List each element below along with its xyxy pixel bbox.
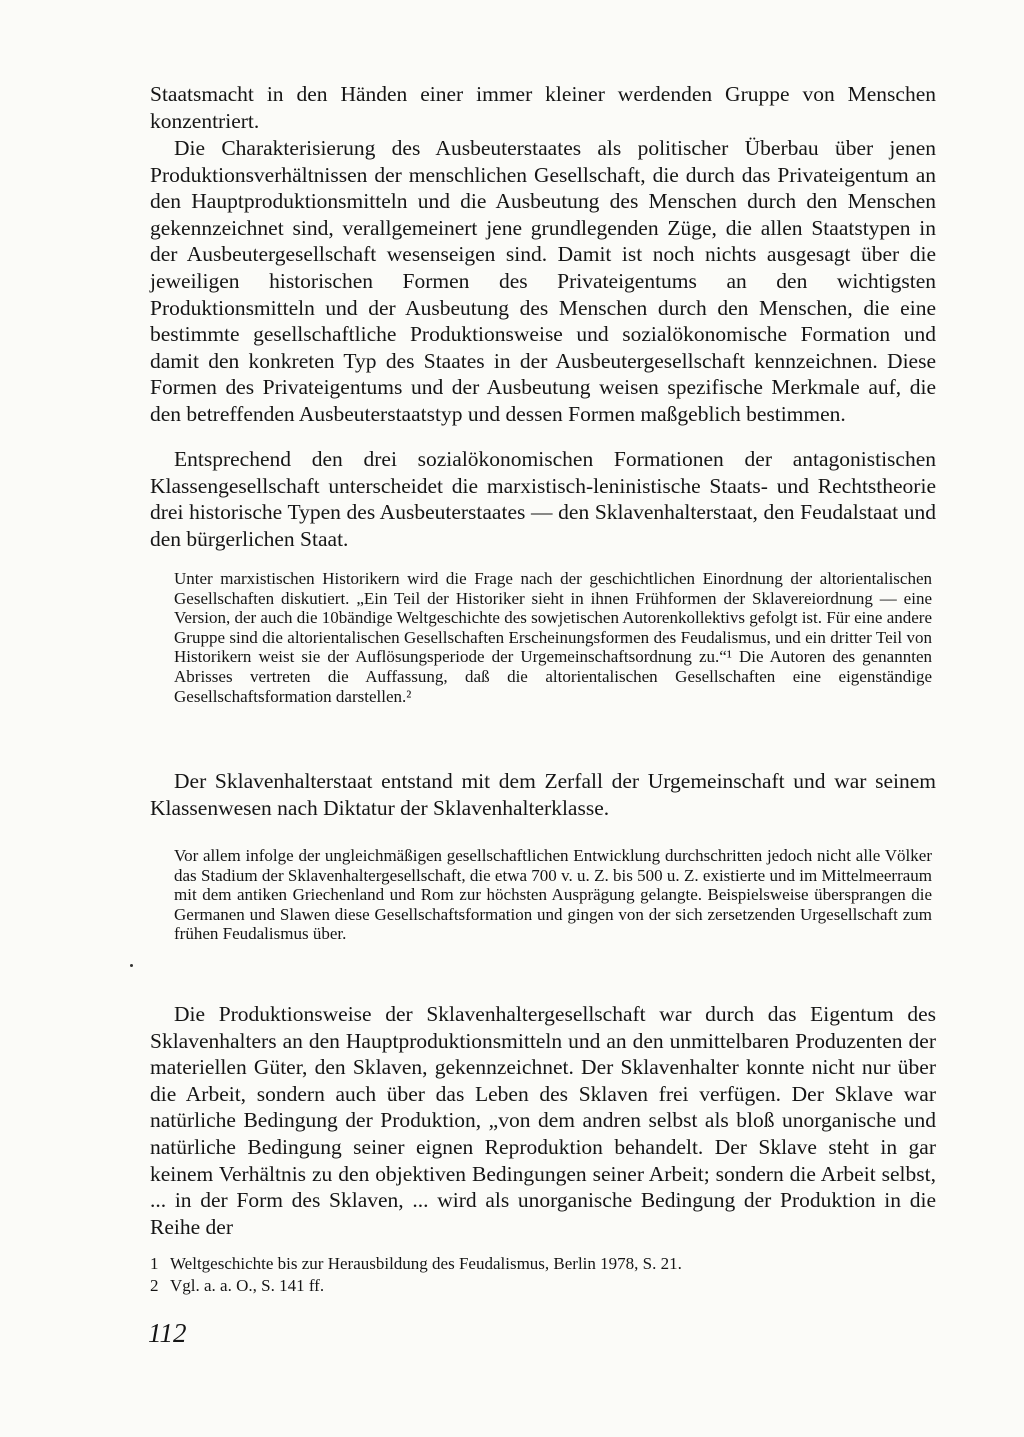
note-ungleichmaessige-entwicklung: Vor allem infolge der ungleichmäßigen gesellschaftlichen Entwicklung durchschritten jedoch nicht alle Völker das Stadium der Sklavenhaltergesellschaft, die etwa 700 v. u. Z. bis 500 u. Z. existierte und im Mittelmeerraum mit dem antiken Griechenland und Rom zur höchsten Ausprägung gelangte. Beispielsweise übersprangen die Germanen und Slawen diese Gesellschaftsformation und gingen von der sich zersetzenden Urgesellschaft zum frühen Feudalismus über. xyxy=(174,846,932,944)
page-number: 112 xyxy=(148,1318,187,1348)
paragraph-continuation: Staatsmacht in den Händen einer immer kleiner werdenden Gruppe von Menschen konzentriert. xyxy=(150,82,936,133)
print-speck xyxy=(130,964,133,967)
paragraph-three-types: Entsprechend den drei sozialökonomischen Formationen der antagonistischen Klassengesellschaft unterscheidet die marxistisch-leninistische Staats- und Rechtstheorie drei historische Typen des Ausbeuterstaates — den Sklavenhalterstaat, den Feudalstaat und den bürgerlichen Staat. xyxy=(150,447,936,551)
footnote-number: 2 xyxy=(150,1276,159,1295)
paragraph-ausbeuterstaat-characterization: Die Charakterisierung des Ausbeuterstaates als politischer Überbau über jenen Produktionsverhältnissen der menschlichen Gesellschaft, die durch das Privateigentum an den Hauptproduktionsmitteln und die Ausbeutung des Menschen durch den Menschen gekennzeichnet sind, verallgemeinert jene grundlegenden Züge, die allen Staatstypen in der Ausbeutergesellschaft wesenseigen sind. Damit ist noch nichts ausgesagt über die jeweiligen historischen Formen des Privateigentums an den wichtigsten Produktionsmitteln und der Ausbeutung des Menschen durch den Menschen, die eine bestimmte gesellschaftliche Produktionsweise und sozialökonomische Formation und damit den konkreten Typ des Staates in der Ausbeutergesellschaft kennzeichnen. Diese Formen des Privateigentums und der Ausbeutung weisen spezifische Merkmale auf, die den betreffenden Ausbeuterstaatstyp und dessen Formen maßgeblich bestimmen. xyxy=(150,136,936,426)
footnote-text: Vgl. a. a. O., S. 141 ff. xyxy=(170,1276,325,1295)
note-altorientalische-gesellschaften: Unter marxistischen Historikern wird die Frage nach der geschichtlichen Einordnung der altorientalischen Gesellschaften diskutiert. „Ein Teil der Historiker sieht in ihnen Frühformen der Sklavereiordnung — eine Version, der auch die 10bändige Weltgeschichte des sowjetischen Autorenkollektivs gefolgt ist. Für eine andere Gruppe sind die altorientalischen Gesellschaften Erscheinungsformen des Feudalismus, und ein dritter Teil von Historikern weist sie der Auflösungsperiode der Urgemeinschaftsordnung zu.“¹ Die Autoren des genannten Abrisses vertreten die Auffassung, daß die altorientalischen Gesellschaften eine eigenständige Gesellschaftsformation darstellen.² xyxy=(174,569,932,706)
footnote-2 xyxy=(150,1275,936,1296)
paragraph-produktionsweise: Die Produktionsweise der Sklavenhaltergesellschaft war durch das Eigentum des Sklavenhalters an den Hauptproduktionsmitteln und an den unmittelbaren Produzenten der materiellen Güter, den Sklaven, gekennzeichnet. Der Sklavenhalter konnte nicht nur über die Arbeit, sondern auch über das Leben des Sklaven frei verfügen. Der Sklave war natürliche Bedingung der Produktion, „von dem andren selbst als bloß unorganische und natürliche Bedingung seiner eignen Reproduktion behandelt. Der Sklave steht in gar keinem Verhältnis zu den objektiven Bedingungen seiner Arbeit; sondern die Arbeit selbst, ... in der Form des Sklaven, ... wird als unorganische Bedingung der Produktion in die Reihe der xyxy=(150,1002,936,1239)
footnote-text: Weltgeschichte bis zur Herausbildung des Feudalismus, Berlin 1978, S. 21. xyxy=(170,1254,682,1273)
paragraph-sklavenhalterstaat: Der Sklavenhalterstaat entstand mit dem Zerfall der Urgemeinschaft und war seinem Klassenwesen nach Diktatur der Sklavenhalterklasse. xyxy=(150,769,936,820)
footnote-number: 1 xyxy=(150,1254,159,1273)
footnote-1 xyxy=(150,1253,936,1274)
